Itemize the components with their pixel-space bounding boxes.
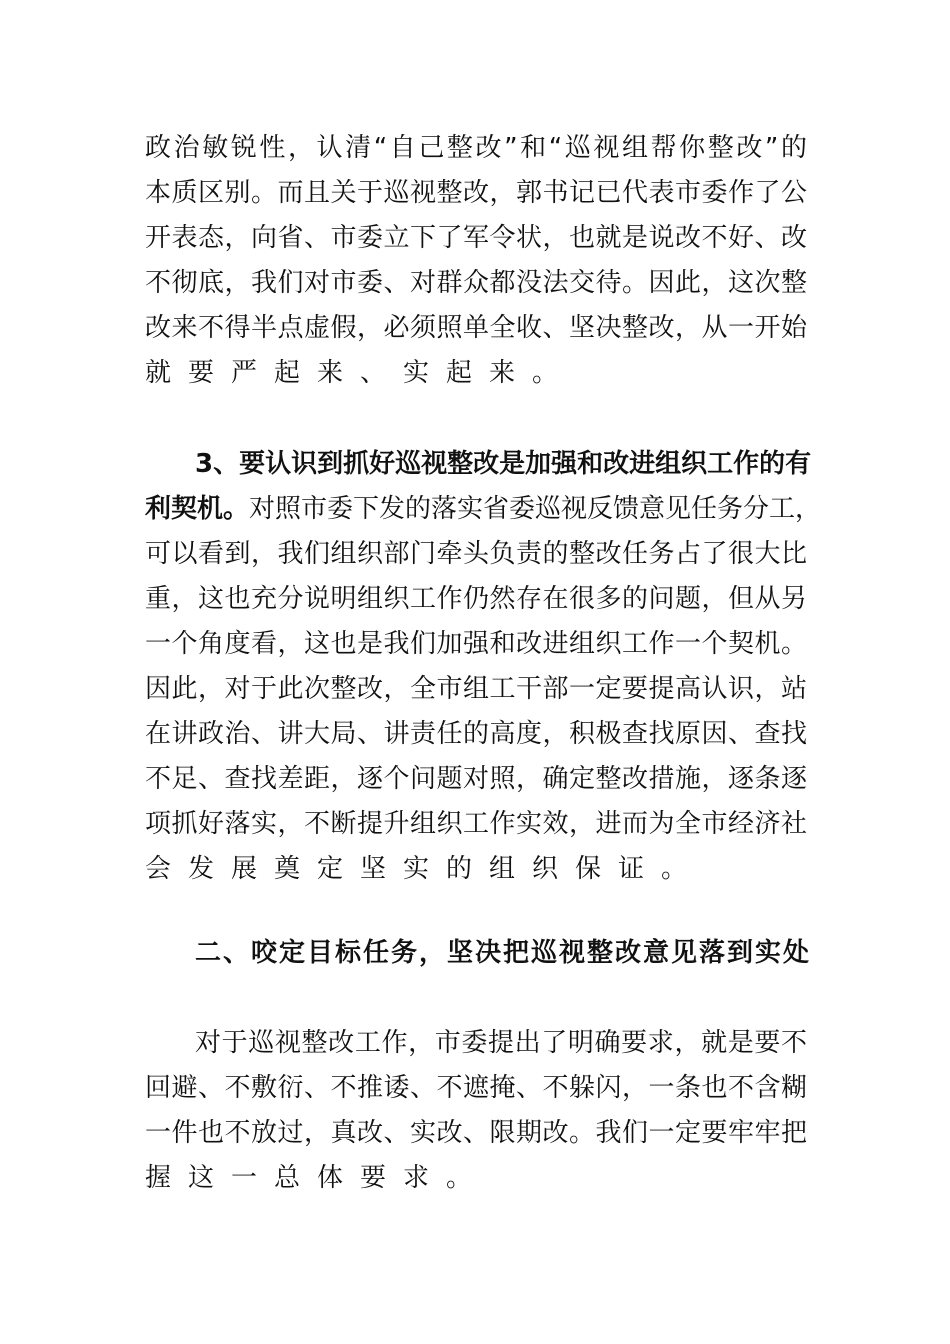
text-line: 回避、不敷衍、不推诿、不遮掩、不躲闪，一条也不含糊	[145, 1073, 807, 1103]
text-line: 握这一总体要求。	[145, 1163, 490, 1193]
bold-subheading: 3、要认识到抓好巡视整改是加强和改进组织工作的有	[195, 449, 812, 479]
text-line: 就要严起来、实起来。	[145, 358, 576, 388]
text-line: 不彻底，我们对市委、对群众都没法交待。因此，这次整	[145, 268, 807, 298]
text-line: 一个角度看，这也是我们加强和改进组织工作一个契机。	[145, 629, 807, 659]
section-heading: 二、咬定目标任务，坚决把巡视整改意见落到实处	[195, 938, 812, 968]
text-line: 因此，对于此次整改，全市组工干部一定要提高认识，站	[145, 674, 807, 704]
text-line: 改来不得半点虚假，必须照单全收、坚决整改，从一开始	[145, 313, 807, 343]
text-line: 在讲政治、讲大局、讲责任的高度，积极查找原因、查找	[145, 719, 807, 749]
text-line: 不足、查找差距，逐个问题对照，确定整改措施，逐条逐	[145, 764, 807, 794]
text-line: 本质区别。而且关于巡视整改，郭书记已代表市委作了公	[145, 178, 807, 208]
text-line	[145, 487, 822, 531]
bold-subheading-end: 利契机。	[145, 494, 250, 524]
text-line: 可以看到，我们组织部门牵头负责的整改任务占了很大比	[145, 539, 807, 569]
text-line: 政治敏锐性，认清“自己整改”和“巡视组帮你整改”的	[145, 133, 807, 163]
text-line: 重，这也充分说明组织工作仍然存在很多的问题，但从另	[145, 584, 807, 614]
text-line: 会发展奠定坚实的组织保证。	[145, 854, 705, 884]
text-line: 项抓好落实，不断提升组织工作实效，进而为全市经济社	[145, 809, 807, 839]
text-line: 一件也不放过，真改、实改、限期改。我们一定要牢牢把	[145, 1118, 807, 1148]
text-run: 对照市委下发的落实省委巡视反馈意见任务分工，	[249, 494, 822, 524]
text-line: 对于巡视整改工作，市委提出了明确要求，就是要不	[195, 1028, 807, 1058]
text-line: 开表态，向省、市委立下了军令状，也就是说改不好、改	[145, 223, 807, 253]
